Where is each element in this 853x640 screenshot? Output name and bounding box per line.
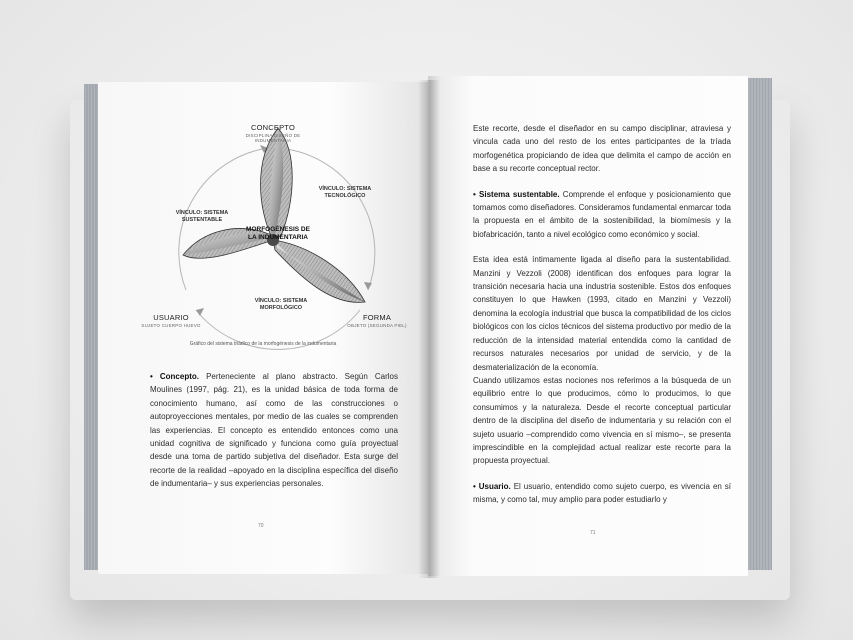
term-concepto: • Concepto. [150,372,199,381]
forma-title: FORMA [362,313,392,322]
vinculo-morfologico-label: VÍNCULO: SISTEMA MORFOLÓGICO [254,298,308,311]
triadic-diagram [138,120,408,370]
vinculo-sustentable-label: VÍNCULO: SISTEMA SUSTENTABLE [175,210,229,223]
book-gutter [418,80,440,578]
paragraph-recorte: Este recorte, desde el diseñador en su campo disciplinar, atraviesa y vincula cada uno del resto de los entes participantes de la tríada morfogenética propiciando de idea que delimita el campo de acción en base a su recorte conceptual rector. [473,124,731,174]
left-page [98,82,428,574]
paragraph-equilibrio: Cuando utilizamos estas nociones nos referimos a la búsqueda de un equilibrio entre lo que producimos, cómo lo producimos, lo que consumimos y la naturaleza. Desde el recorte conceptual particular dentro de la disciplina del diseño de indumentaria y su relación con el sujeto usuario –comprendido como vivencia en sí mismo–, se presenta imprescindible en la complejidad actual realizar este recorte para la propuesta proyectual. [473,375,731,466]
usuario-title: USUARIO [153,313,189,322]
paragraph-manzini: Esta idea está íntimamente ligada al diseño para la sustentabilidad. Manzini y Vezzoli (2008) identifican dos enfoques para lograr la transición necesaria hacia una industria sostenible. Estos dos enfoques constituyen lo que Hawken (1993, citado en Manzini y Vezzoli) denomina la ecología industrial que busca la compatibilidad de los ciclos biológicos con los ciclos técnicos del sistema productivo por medio de la reducción de la intensidad material entendida como la cantidad de recursos naturales necesarios por unidad de servicio, y de la desmaterialización de la economía. [473,255,731,372]
usuario-subtitle: SUJETO CUERPO HUEVO [141,322,201,328]
page-number-left: 70 [258,523,264,529]
forma-subtitle: OBJETO (SEGUNDA PIEL) [347,322,407,328]
paragraph-usuario-text: El usuario, entendido como sujeto cuerpo, es vivencia en sí misma, y como tal, muy amplio para poder estudiarlo y [473,481,732,505]
paragraph-sistema-sustentable [473,188,731,242]
concept-subtitle: DISCIPLINA DISEÑO DE INDUMENTARIA [245,132,301,143]
paragraph-sistema-sustentable-text: Comprende el enfoque y posicionamiento que tomamos como diseñadores. Consideramos fundamental enmarcar toda la propuesta en el ámbito de la sostenibilidad, la biomímesis y la biofabricación, tanto a nivel ecológico como económico y social. [473,189,731,239]
paragraph-concepto [150,370,398,491]
center-label: MORFOGÉNESIS DE LA INDUMENTARIA [246,226,310,241]
paragraph-concepto-text: Perteneciente al plano abstracto. Según Carlos Moulines (1997, pág. 21), es la unidad básica de toda forma de conocimiento humano, así como de las construcciones o autoproyecciones mentales, por medio de las cuales se comprenden las experiencias. El concepto es entendido entonces como una unidad cognitiva de significado y funciona como guía proyectual desde una toma de partido subjetiva del diseñador. Esta surge del recorte de la realidad –apoyado en la disciplina específica del diseño de indumentaria– y sus experiencias personales. [150,372,398,489]
figure-caption: Gráfico del sistema triádico de la morfogénesis de la indumentaria [189,341,337,347]
term-sistema-sustentable: • Sistema sustentable. [473,189,560,199]
concept-node [233,124,313,143]
forma-node [346,314,408,328]
concept-title: CONCEPTO [251,123,295,132]
page-number-right: 71 [590,530,596,536]
paragraph-usuario [473,480,731,507]
triadic-diagram-graphic [138,120,408,370]
left-page-body [150,370,398,503]
right-page [428,76,748,576]
usuario-node [138,314,204,328]
term-usuario: • Usuario. [473,481,511,491]
book-page-edges-right [746,78,772,570]
right-page-body [473,122,731,519]
vinculo-tecnologico-label: VÍNCULO: SISTEMA TECNOLÓGICO [318,186,372,199]
